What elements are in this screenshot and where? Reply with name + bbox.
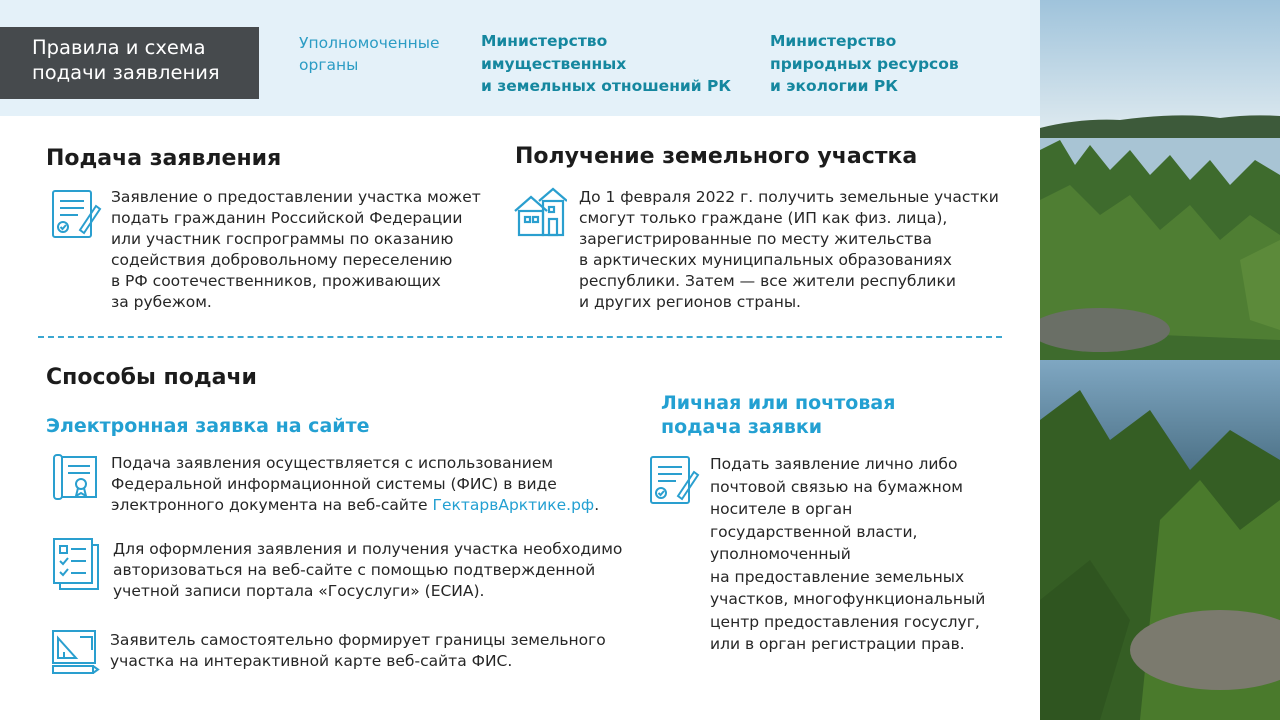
ministry-nature: Министерство природных ресурсов и экологии РК bbox=[770, 32, 959, 95]
ministry-property: Министерство имущественных и земельных отношений РК bbox=[481, 32, 732, 95]
application-heading: Подача заявления bbox=[46, 146, 282, 171]
authorized-bodies-label: Уполномоченные органы bbox=[299, 34, 440, 74]
page-title: Правила и схема подачи заявления bbox=[32, 36, 220, 84]
methods-heading: Способы подачи bbox=[46, 365, 257, 390]
electronic-heading: Электронная заявка на сайте bbox=[46, 415, 370, 437]
electronic-item-1: Подача заявления осуществляется с использованием Федеральной информационной системы (ФИС) в виде электронного документа на веб-сайте ГектарвАрктике.рф. bbox=[111, 454, 600, 514]
section-divider bbox=[38, 336, 1002, 338]
landscape-photo bbox=[1040, 0, 1280, 720]
electronic-item-2: Для оформления заявления и получения участка необходимо авторизоваться на веб-сайте с помощью подтвержденной учетной записи портала «Госуслуги» (ЕСИА). bbox=[113, 540, 623, 600]
houses-icon bbox=[513, 187, 567, 243]
personal-heading: Личная или почтовая подача заявки bbox=[661, 392, 896, 438]
land-text: До 1 февраля 2022 г. получить земельные участки смогут только граждане (ИП как физ. лица), зарегистрированные по месту жительства в арктических муниципальных образованиях республики. Затем — все жители республики и других регионов страны. bbox=[579, 188, 999, 311]
gektar-link[interactable]: ГектарвАрктике.рф bbox=[432, 496, 595, 514]
signed-document-icon bbox=[50, 188, 102, 244]
personal-text: Подать заявление лично либо почтовой связью на бумажном носителе в орган государственной власти, уполномоченный на предоставление земельных участков, многофункциональный центр предоставления госуслуг, или в орган регистрации прав. bbox=[710, 455, 986, 653]
blueprint-ruler-icon bbox=[50, 628, 100, 680]
checklist-form-icon bbox=[52, 537, 102, 595]
title-box bbox=[0, 27, 259, 99]
electronic-item-3: Заявитель самостоятельно формирует границы земельного участка на интерактивной карте веб-сайта ФИС. bbox=[110, 631, 606, 670]
signed-document-icon bbox=[648, 454, 700, 510]
certificate-scroll-icon bbox=[51, 452, 101, 506]
application-text: Заявление о предоставлении участка может подать гражданин Российской Федерации или участник госпрограммы по оказанию содействия добровольному переселению в РФ соотечественников, проживающих за рубежом. bbox=[111, 188, 481, 311]
land-heading: Получение земельного участка bbox=[515, 144, 918, 169]
